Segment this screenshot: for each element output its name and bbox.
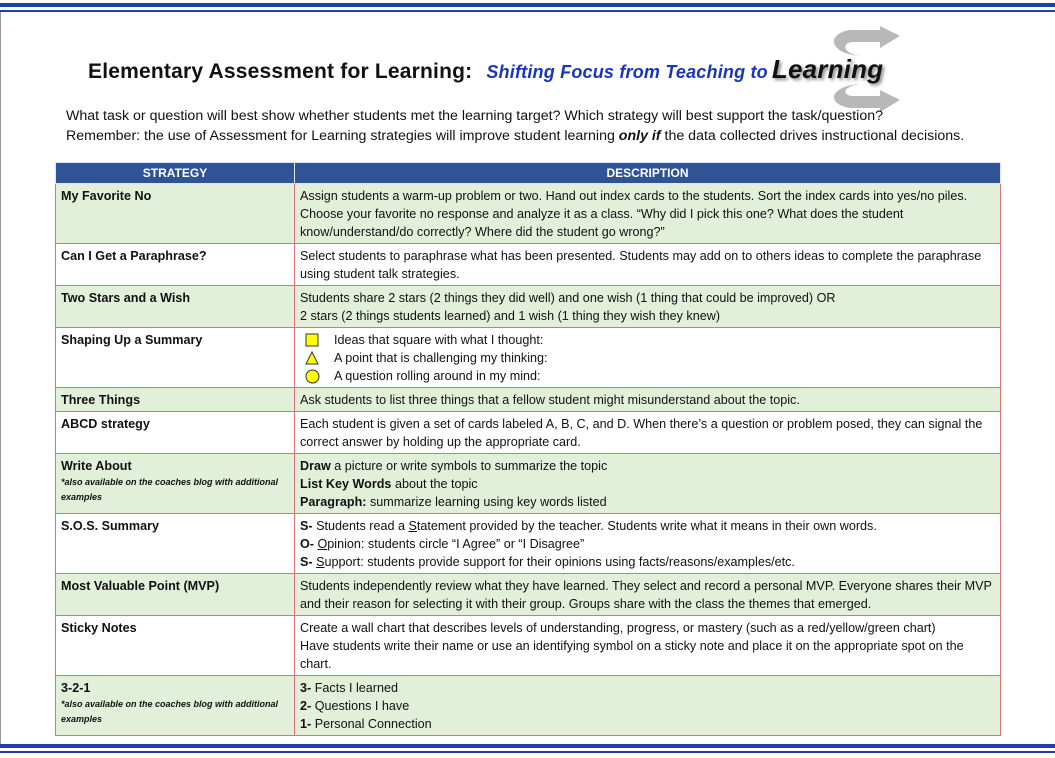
table-row <box>56 676 1001 736</box>
strategy-table <box>55 162 1001 736</box>
description-line <box>300 289 996 307</box>
strategy-name: My Favorite No <box>61 189 152 203</box>
square-icon <box>300 333 324 347</box>
description-text: 3- <box>300 681 312 695</box>
description-cell <box>295 244 1001 286</box>
intro-line-1: What task or question will best show whether students met the learning target? Which strategy will best support the task/question? <box>66 108 883 124</box>
description-text: Assign students a warm-up problem or two. Hand out index cards to the students. Sort the index cards into yes/no piles. Choose your favorite no response and analyze it as a class. “Why did I pick this one? What does the student know/understand/do correctly? Where did the student go wrong?” <box>300 189 968 239</box>
strategy-name: Can I Get a Paraphrase? <box>61 249 207 263</box>
strategy-cell <box>56 184 295 244</box>
description-text: about the topic <box>391 477 478 491</box>
description-text: 2 stars (2 things students learned) and 1 wish (1 thing they wish they knew) <box>300 309 721 323</box>
strategy-name: Write About <box>61 459 132 473</box>
strategy-cell <box>56 286 295 328</box>
description-line <box>300 517 996 535</box>
description-line <box>300 493 996 511</box>
description-text: pinion: students circle “I Agree” or “I Disagree” <box>327 537 585 551</box>
strategy-cell <box>56 388 295 412</box>
description-line <box>300 535 996 553</box>
triangle-icon <box>300 351 324 365</box>
table-row <box>56 388 1001 412</box>
description-text: Ask students to list three things that a fellow student might misunderstand about the topic. <box>300 393 800 407</box>
strategy-note: *also available on the coaches blog with additional examples <box>61 477 279 502</box>
description-line <box>300 553 996 571</box>
strategy-cell <box>56 244 295 286</box>
description-text: tatement provided by the teacher. Students write what it means in their own words. <box>416 519 877 533</box>
intro-line-2 <box>66 126 964 146</box>
bottom-rule <box>0 744 1055 748</box>
description-text: 1- <box>300 717 312 731</box>
description-text: a picture or write symbols to summarize the topic <box>330 459 608 473</box>
shape-line <box>300 349 996 367</box>
description-text: S- <box>300 555 313 569</box>
description-cell <box>295 514 1001 574</box>
description-text: Create a wall chart that describes levels of understanding, progress, or mastery (such as a red/yellow/green chart) <box>300 621 936 635</box>
description-text: Select students to paraphrase what has been presented. Students may add on to others ideas to complete the paraphrase using student talk strategies. <box>300 249 982 281</box>
column-header-description: DESCRIPTION <box>295 163 1001 184</box>
description-line <box>300 457 996 475</box>
description-line <box>300 187 996 241</box>
description-text: Have students write their name or use an identifying symbol on a sticky note and place it on the appropriate spot on the chart. <box>300 639 964 671</box>
description-cell <box>295 184 1001 244</box>
description-cell <box>295 676 1001 736</box>
table-row <box>56 454 1001 514</box>
description-cell <box>295 574 1001 616</box>
shape-line <box>300 367 996 385</box>
table-row <box>56 328 1001 388</box>
bottom-rule-thin <box>0 751 1055 753</box>
page-title <box>88 54 883 85</box>
strategy-name: S.O.S. Summary <box>61 519 159 533</box>
description-line <box>300 577 996 613</box>
intro-text <box>66 106 964 146</box>
top-rule <box>0 3 1055 7</box>
description-text: S <box>408 519 417 533</box>
top-rule-thin <box>0 10 1055 12</box>
strategy-note: *also available on the coaches blog with additional examples <box>61 699 279 724</box>
description-line <box>300 679 996 697</box>
table-row <box>56 514 1001 574</box>
intro-text-c: the data collected drives instructional decisions. <box>660 128 965 144</box>
table-row <box>56 244 1001 286</box>
strategy-name: Two Stars and a Wish <box>61 291 191 305</box>
description-line <box>300 697 996 715</box>
strategy-name: ABCD strategy <box>61 417 150 431</box>
description-cell <box>295 412 1001 454</box>
description-line <box>300 391 996 409</box>
description-text: Each student is given a set of cards labeled A, B, C, and D. When there’s a question or problem posed, they can signal the correct answer by holding up the appropriate card. <box>300 417 983 449</box>
strategy-cell <box>56 574 295 616</box>
description-line <box>300 307 996 325</box>
description-line <box>300 715 996 733</box>
description-line <box>300 637 996 673</box>
title-subtitle: Shifting Focus from Teaching to <box>486 62 768 82</box>
description-text: Draw <box>300 459 331 473</box>
column-header-strategy: STRATEGY <box>56 163 295 184</box>
strategy-name: Most Valuable Point (MVP) <box>61 579 220 593</box>
shape-text: Ideas that square with what I thought: <box>334 333 544 347</box>
shape-text: A question rolling around in my mind: <box>334 369 541 383</box>
description-line <box>300 475 996 493</box>
strategy-cell <box>56 676 295 736</box>
description-text: upport: students provide support for their opinions using facts/reasons/examples/etc. <box>324 555 795 569</box>
table-row <box>56 616 1001 676</box>
intro-emphasis: only if <box>618 128 661 144</box>
table-header-row <box>56 163 1001 184</box>
strategy-cell <box>56 616 295 676</box>
description-text: O- <box>300 537 314 551</box>
strategy-cell <box>56 454 295 514</box>
description-cell <box>295 328 1001 388</box>
description-cell <box>295 388 1001 412</box>
strategy-name: 3-2-1 <box>61 681 91 695</box>
description-text: Personal Connection <box>311 717 432 731</box>
table-row <box>56 286 1001 328</box>
description-text: List Key Words <box>300 477 392 491</box>
page-edge <box>0 12 1 744</box>
title-emphasis: Learning <box>771 54 884 84</box>
description-text: S <box>316 555 325 569</box>
shape-line <box>300 331 996 349</box>
strategy-name: Shaping Up a Summary <box>61 333 203 347</box>
table-row <box>56 184 1001 244</box>
title-main: Elementary Assessment for Learning: <box>88 60 473 83</box>
description-text: Students read a <box>312 519 409 533</box>
description-line <box>300 619 996 637</box>
table-row <box>56 412 1001 454</box>
description-line <box>300 415 996 451</box>
description-text: 2- <box>300 699 312 713</box>
description-cell <box>295 616 1001 676</box>
strategy-cell <box>56 514 295 574</box>
description-text: O <box>317 537 328 551</box>
intro-text-a: Remember: the use of Assessment for Learning strategies will improve student learning <box>66 128 619 144</box>
strategy-cell <box>56 412 295 454</box>
description-text: summarize learning using key words listed <box>366 495 607 509</box>
circle-icon <box>300 369 324 384</box>
shape-text: A point that is challenging my thinking: <box>334 351 548 365</box>
strategy-name: Three Things <box>61 393 141 407</box>
strategy-cell <box>56 328 295 388</box>
description-line <box>300 247 996 283</box>
description-text: Questions I have <box>311 699 410 713</box>
description-text: S- <box>300 519 313 533</box>
description-cell <box>295 454 1001 514</box>
description-text: Students independently review what they have learned. They select and record a personal MVP. Everyone shares their MVP and their reason for selecting it with their group. Groups share with the class the themes that emerged. <box>300 579 992 611</box>
description-text: Students share 2 stars (2 things they did well) and one wish (1 thing that could be improved) OR <box>300 291 836 305</box>
description-text: Paragraph: <box>300 495 367 509</box>
description-text: Facts I learned <box>311 681 399 695</box>
description-cell <box>295 286 1001 328</box>
table-row <box>56 574 1001 616</box>
strategy-name: Sticky Notes <box>61 621 137 635</box>
